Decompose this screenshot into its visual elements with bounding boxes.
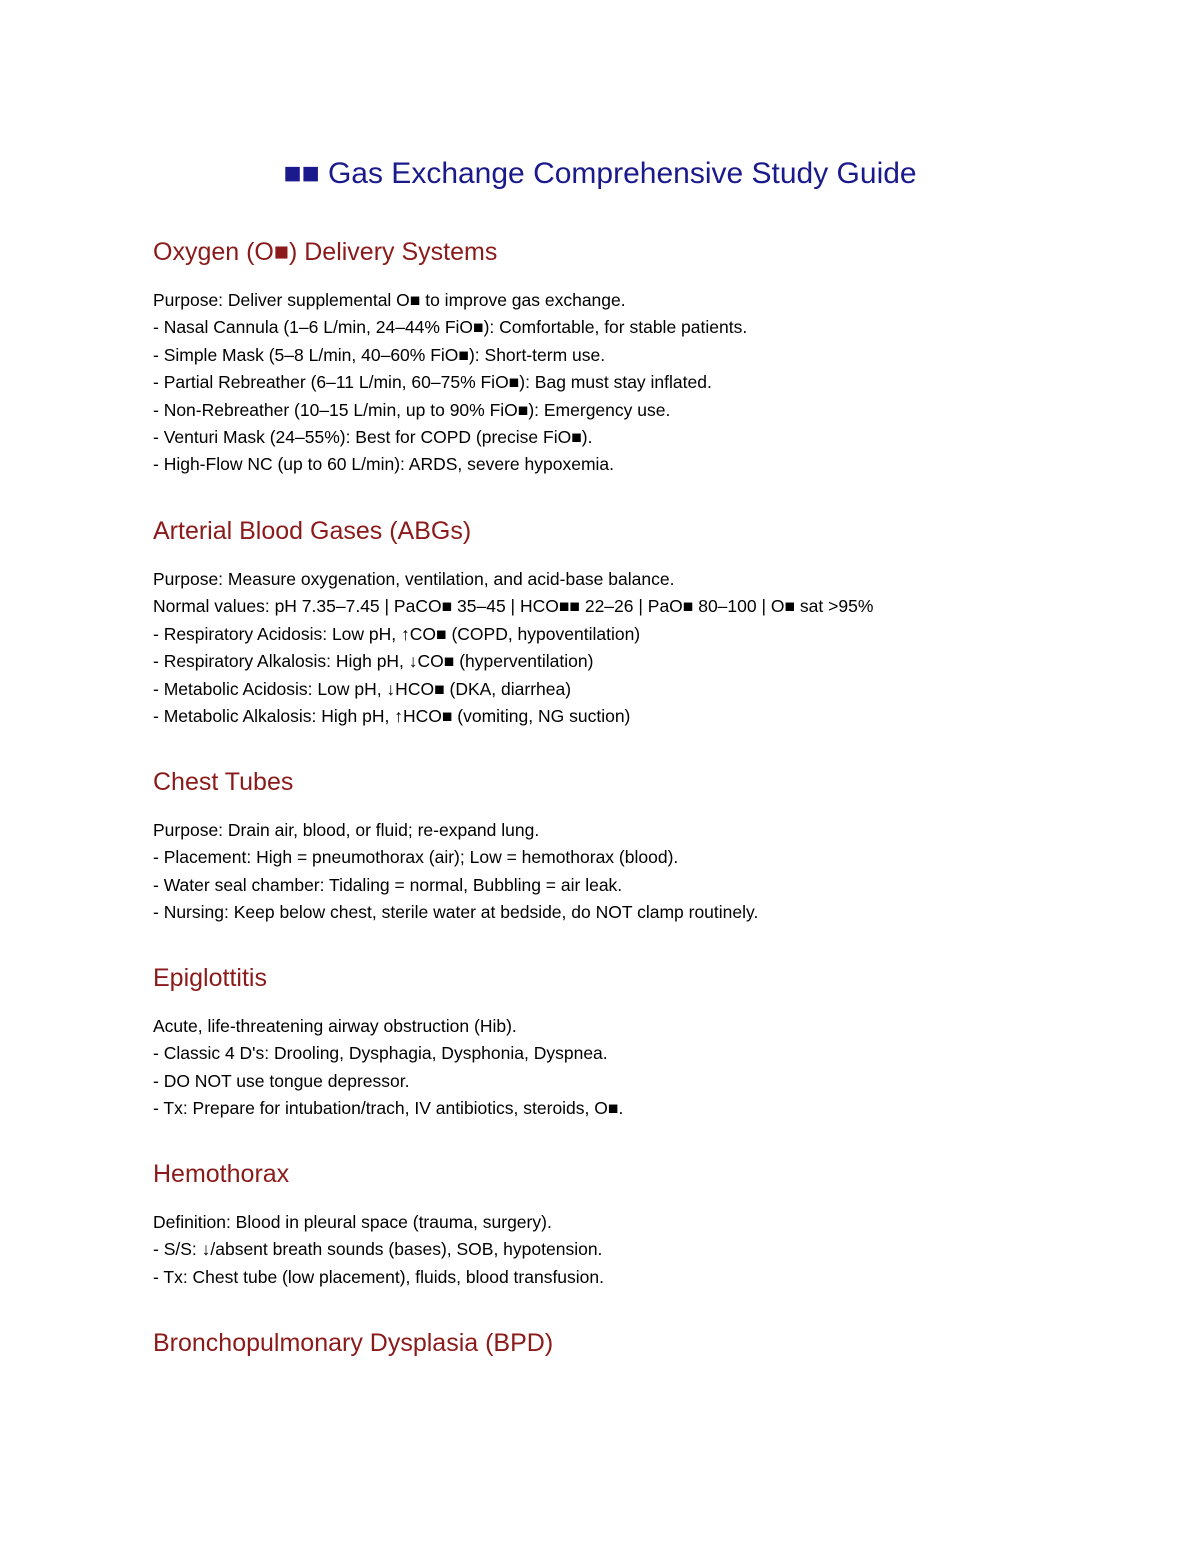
text-line: - Respiratory Alkalosis: High pH, ↓CO■ (hyperventilation) [153,651,594,672]
text-line: Purpose: Measure oxygenation, ventilation, and acid-base balance. [153,569,675,589]
text-line: - Venturi Mask (24–55%): Best for COPD (precise FiO■). [153,427,593,448]
text-line: - Metabolic Acidosis: Low pH, ↓HCO■ (DKA, diarrhea) [153,678,572,699]
text-line: - Nursing: Keep below chest, sterile water at bedside, do NOT clamp routinely. [153,902,759,923]
section-bpd [153,1328,1133,1358]
section-heading: Arterial Blood Gases (ABGs) [153,517,472,545]
text-line: - Water seal chamber: Tidaling = normal, Bubbling = air leak. [153,874,623,895]
text-line: - Simple Mask (5–8 L/min, 40–60% FiO■): Short-term use. [153,344,606,365]
text-line: - Partial Rebreather (6–11 L/min, 60–75% FiO■): Bag must stay inflated. [153,372,712,393]
text-line: - Tx: Chest tube (low placement), fluids, blood transfusion. [153,1266,605,1287]
document-title: ■■ Gas Exchange Comprehensive Study Guide [283,157,917,190]
text-line: Definition: Blood in pleural space (trauma, surgery). [153,1212,552,1232]
section-heading: Bronchopulmonary Dysplasia (BPD) [153,1329,554,1357]
text-line: - Nasal Cannula (1–6 L/min, 24–44% FiO■): Comfortable, for stable patients. [153,317,748,338]
text-line: - Placement: High = pneumothorax (air); Low = hemothorax (blood). [153,847,679,868]
section-epiglottitis [153,963,1133,1123]
section-oxygen-delivery [153,237,1133,479]
text-line: Normal values: pH 7.35–7.45 | PaCO■ 35–45 | HCO■■ 22–26 | PaO■ 80–100 | O■ sat >95% [153,596,874,617]
section-abgs [153,516,1133,730]
section-heading: Oxygen (O■) Delivery Systems [153,238,498,266]
text-line: - DO NOT use tongue depressor. [153,1070,410,1091]
section-body [153,566,1133,730]
section-chest-tubes [153,767,1133,927]
section-hemothorax [153,1159,1133,1291]
section-body [153,817,1133,927]
text-line: - Tx: Prepare for intubation/trach, IV antibiotics, steroids, O■. [153,1098,624,1119]
text-line: - Non-Rebreather (10–15 L/min, up to 90% FiO■): Emergency use. [153,399,671,420]
section-body [153,287,1133,479]
text-line: - S/S: ↓/absent breath sounds (bases), SOB, hypotension. [153,1239,603,1260]
section-body [153,1209,1133,1291]
text-line: Purpose: Deliver supplemental O■ to improve gas exchange. [153,290,626,310]
text-line: Acute, life-threatening airway obstruction (Hib). [153,1016,517,1036]
text-line: - Respiratory Acidosis: Low pH, ↑CO■ (COPD, hypoventilation) [153,623,641,644]
text-line: - Metabolic Alkalosis: High pH, ↑HCO■ (vomiting, NG suction) [153,706,631,727]
text-line: - High-Flow NC (up to 60 L/min): ARDS, severe hypoxemia. [153,454,614,475]
text-line: Purpose: Drain air, blood, or fluid; re-expand lung. [153,820,540,840]
section-heading: Chest Tubes [153,768,294,796]
section-heading: Hemothorax [153,1160,290,1188]
text-line: - Classic 4 D's: Drooling, Dysphagia, Dysphonia, Dyspnea. [153,1043,608,1064]
section-heading: Epiglottitis [153,964,267,992]
section-body [153,1013,1133,1123]
